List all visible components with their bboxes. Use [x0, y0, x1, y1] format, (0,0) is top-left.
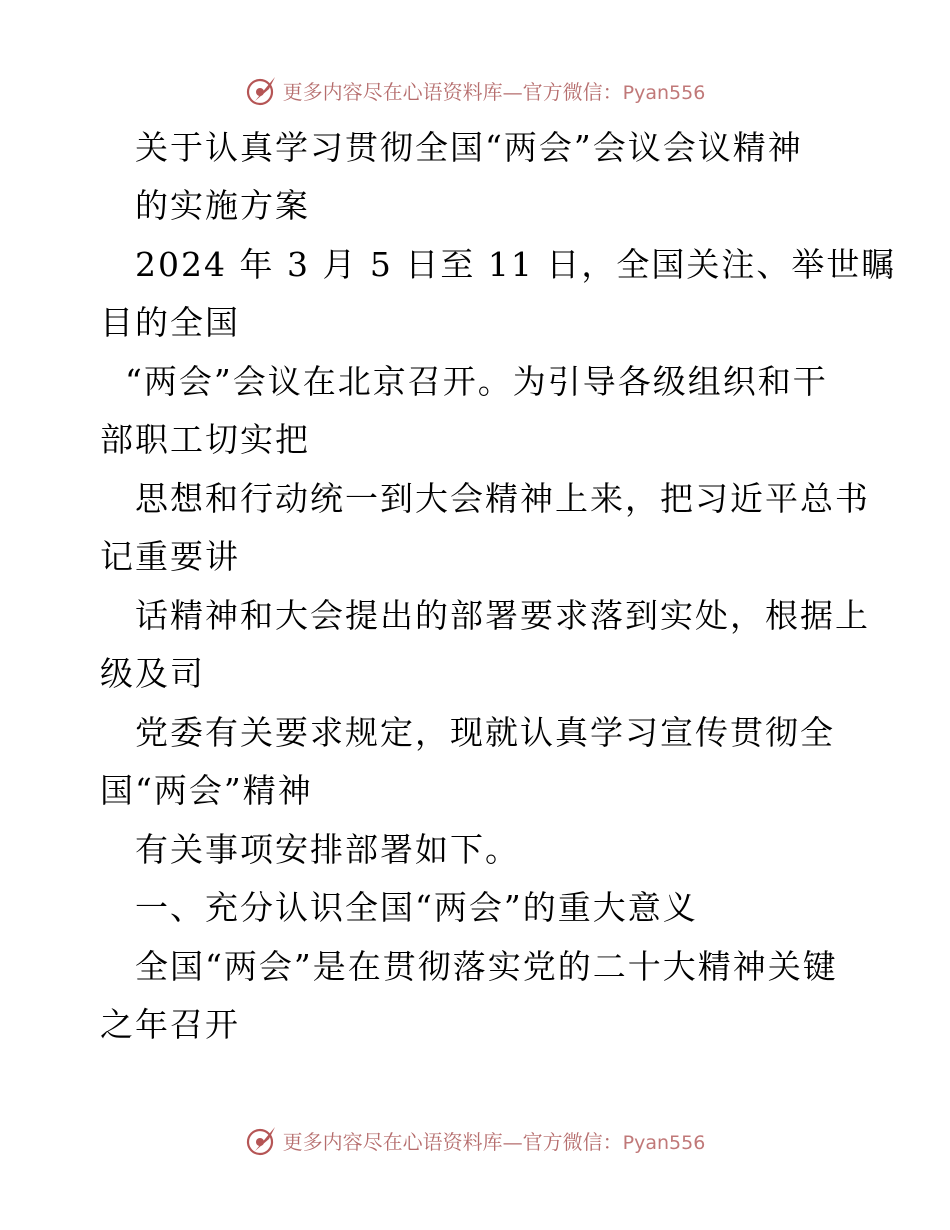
paragraph-line: 之年召开	[100, 1005, 240, 1044]
paragraph-line: 全国“两会”是在贯彻落实党的二十大精神关键	[135, 947, 838, 986]
document-title-line-2: 的实施方案	[135, 186, 310, 225]
section-heading: 一、充分认识全国“两会”的重大意义	[135, 888, 698, 927]
document-title-line-1: 关于认真学习贯彻全国“两会”会议会议精神	[135, 128, 803, 167]
paragraph-line: 记重要讲	[100, 537, 240, 576]
paragraph-line: 话精神和大会提出的部署要求落到实处，根据上	[135, 596, 870, 635]
footer-banner	[0, 1120, 950, 1160]
paragraph-line: 国“两会”精神	[100, 771, 313, 810]
wechat-id: Pyan556	[622, 1131, 706, 1154]
paragraph-line: 思想和行动统一到大会精神上来，把习近平总书	[135, 479, 870, 518]
paragraph-line: “两会”会议在北京召开。为引导各级组织和干	[125, 362, 828, 401]
header-banner	[0, 70, 950, 110]
banner-text: 更多内容尽在心语资料库—官方微信：Pyan556	[282, 79, 706, 104]
paragraph-line: 2024 年 3 月 5 日至 11 日，全国关注、举世瞩	[135, 245, 897, 284]
paragraph-line: 目的全国	[100, 303, 240, 342]
paragraph-line: 部职工切实把	[100, 420, 310, 459]
quill-logo-icon	[245, 1123, 279, 1157]
wechat-id: Pyan556	[622, 81, 706, 104]
banner-text: 更多内容尽在心语资料库—官方微信：Pyan556	[282, 1129, 706, 1154]
paragraph-line: 党委有关要求规定，现就认真学习宣传贯彻全	[135, 713, 835, 752]
quill-logo-icon	[245, 73, 279, 107]
paragraph-line: 有关事项安排部署如下。	[135, 830, 520, 869]
paragraph-line: 级及司	[100, 654, 205, 693]
